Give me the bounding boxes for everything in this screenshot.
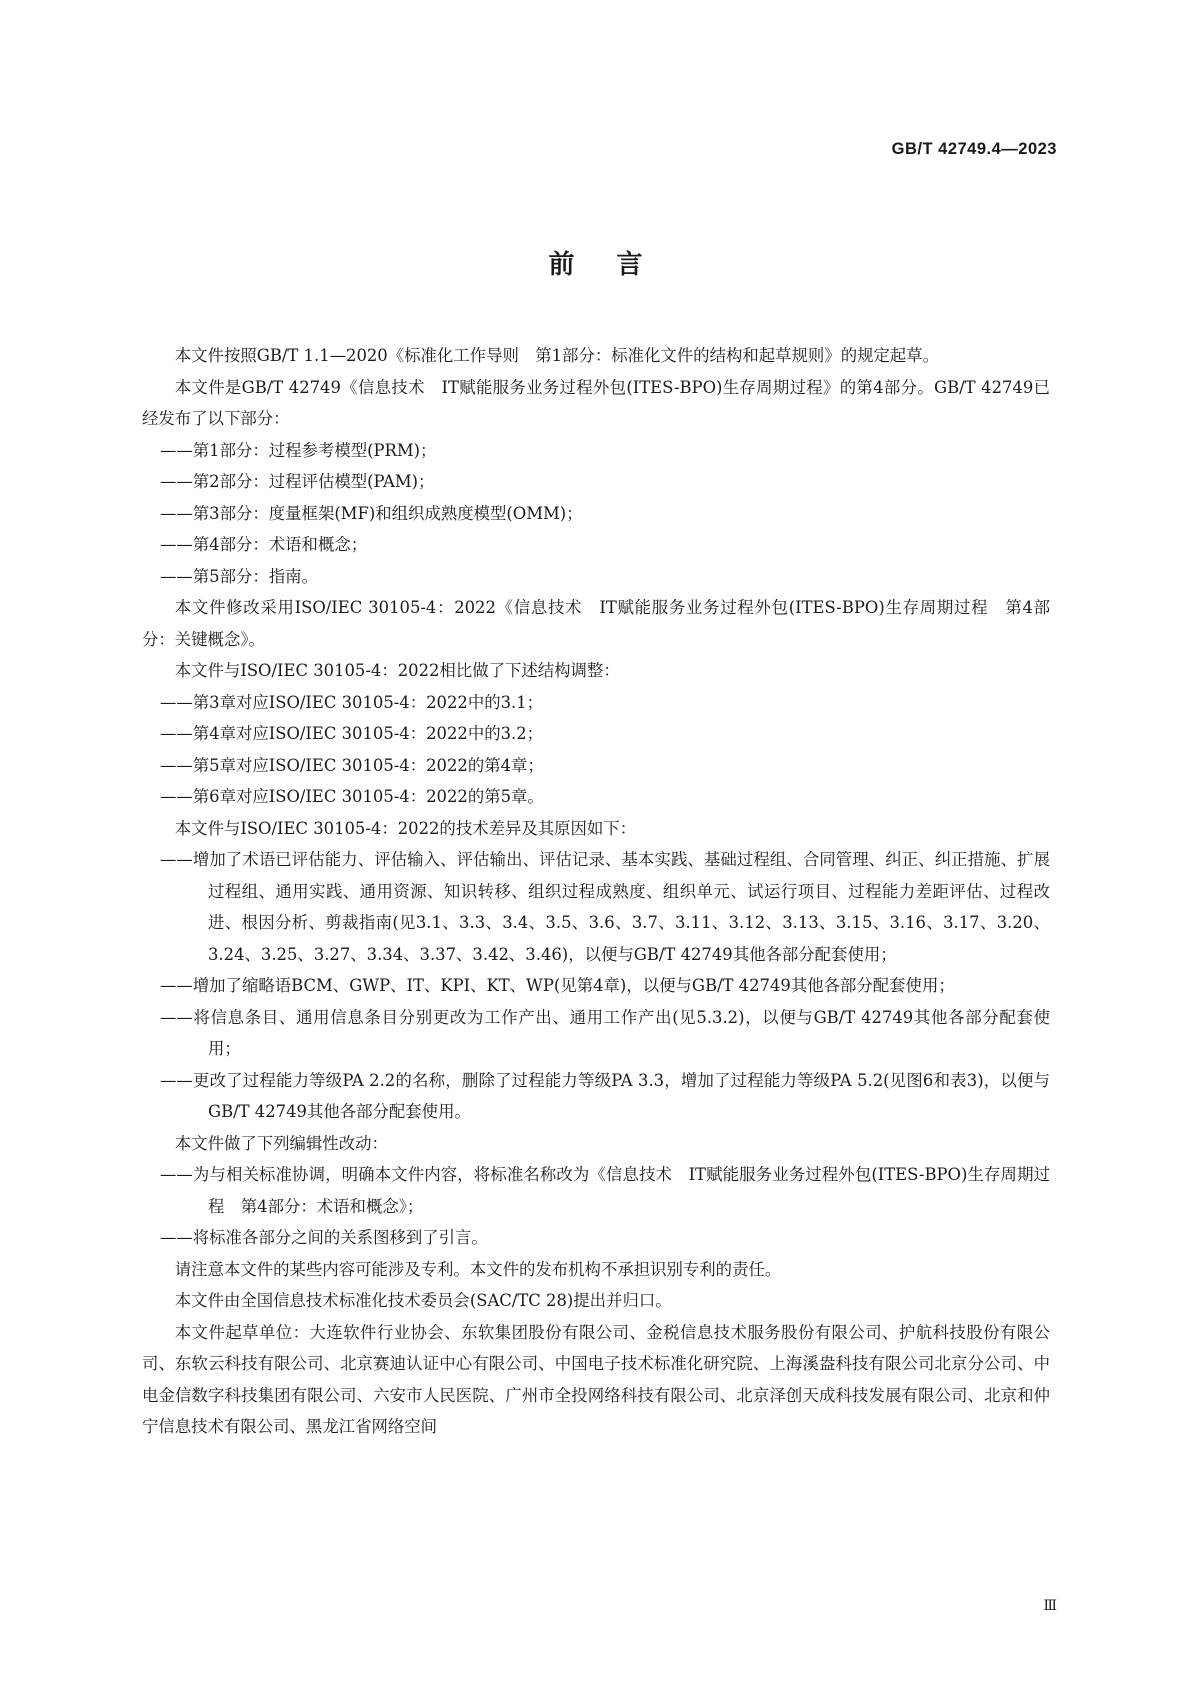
- list-item: ——第3章对应ISO/IEC 30105-4：2022中的3.1；: [160, 692, 544, 712]
- list-item: ——将标准各部分之间的关系图移到了引言。: [160, 1228, 488, 1247]
- list-item: ——更改了过程能力等级PA 2.2的名称，删除了过程能力等级PA 3.3，增加了过程能力等级PA 5.2(见图6和表3)，以便与GB/T 42749其他各部分配套使用。: [160, 1070, 1050, 1121]
- page-title: 前言: [548, 250, 685, 280]
- list-item: ——增加了术语已评估能力、评估输入、评估输出、评估记录、基本实践、基础过程组、合同管理、纠正、纠正措施、扩展过程组、通用实践、通用资源、知识转移、组织过程成熟度、组织单元、试运行项目、过程能力差距评估、过程改进、根因分析、剪裁指南(见3.1、3.3、3.4、3.5、3.6、3.7、3.11、3.12、3.13、3.15、3.16、3.17、3.20、3.24、3.25、3.27、3.34、3.37、3.42、3.46)，以便与GB/T 42749其他各部分配套使用；: [160, 850, 1050, 964]
- list-item: ——增加了缩略语BCM、GWP、IT、KPI、KT、WP(见第4章)，以便与GB/T 42749其他各部分配套使用；: [160, 976, 955, 995]
- paragraph: 本文件由全国信息技术标准化技术委员会(SAC/TC 28)提出并归口。: [174, 1291, 672, 1310]
- list-item: ——为与相关标准协调，明确本文件内容，将标准名称改为《信息技术 IT赋能服务业务过程外包(ITES-BPO)生存周期过程 第4部分：术语和概念》；: [160, 1165, 1050, 1216]
- paragraph: 本文件起草单位：大连软件行业协会、东软集团股份有限公司、金税信息技术服务股份有限公司、护航科技股份有限公司、东软云科技有限公司、北京赛迪认证中心有限公司、中国电子技术标准化研究院、上海溪盎科技有限公司北京分公司、中电金信数字科技集团有限公司、六安市人民医院、广州市全投网络科技有限公司、北京泽创天成科技发展有限公司、北京和仲宁信息技术有限公司、黑龙江省网络空间: [142, 1322, 1050, 1436]
- paragraph: 本文件修改采用ISO/IEC 30105-4：2022《信息技术 IT赋能服务业务过程外包(ITES-BPO)生存周期过程 第4部分：关键概念》。: [142, 598, 1050, 649]
- paragraph: 本文件与ISO/IEC 30105-4：2022的技术差异及其原因如下：: [174, 818, 637, 838]
- list-item: ——第5章对应ISO/IEC 30105-4：2022的第4章；: [160, 755, 544, 775]
- list-item: ——第3部分：度量框架(MF)和组织成熟度模型(OMM)；: [160, 503, 583, 523]
- standard-number: GB/T 42749.4—2023: [891, 140, 1057, 158]
- list-item: ——第4部分：术语和概念；: [160, 535, 368, 554]
- paragraph: 请注意本文件的某些内容可能涉及专利。本文件的发布机构不承担识别专利的责任。: [174, 1259, 782, 1279]
- paragraph: 本文件按照GB/T 1.1—2020《标准化工作导则 第1部分：标准化文件的结构和起草规则》的规定起草。: [174, 346, 940, 365]
- foreword-body: [142, 340, 1050, 1443]
- list-item: ——第1部分：过程参考模型(PRM)；: [160, 440, 437, 460]
- page-number: Ⅲ: [1043, 1598, 1057, 1614]
- paragraph: 本文件与ISO/IEC 30105-4：2022相比做了下述结构调整：: [174, 661, 620, 680]
- list-item: ——第4章对应ISO/IEC 30105-4：2022中的3.2；: [160, 724, 544, 743]
- list-item: ——第6章对应ISO/IEC 30105-4：2022的第5章。: [160, 787, 544, 806]
- paragraph: 本文件做了下列编辑性改动：: [174, 1133, 388, 1153]
- paragraph: 本文件是GB/T 42749《信息技术 IT赋能服务业务过程外包(ITES-BPO)生存周期过程》的第4部分。GB/T 42749已经发布了以下部分：: [142, 377, 1050, 428]
- list-item: ——第2部分：过程评估模型(PAM)；: [160, 472, 435, 491]
- list-item: ——第5部分：指南。: [160, 566, 318, 586]
- list-item: ——将信息条目、通用信息条目分别更改为工作产出、通用工作产出(见5.3.2)，以便与GB/T 42749其他各部分配套使用；: [160, 1007, 1050, 1058]
